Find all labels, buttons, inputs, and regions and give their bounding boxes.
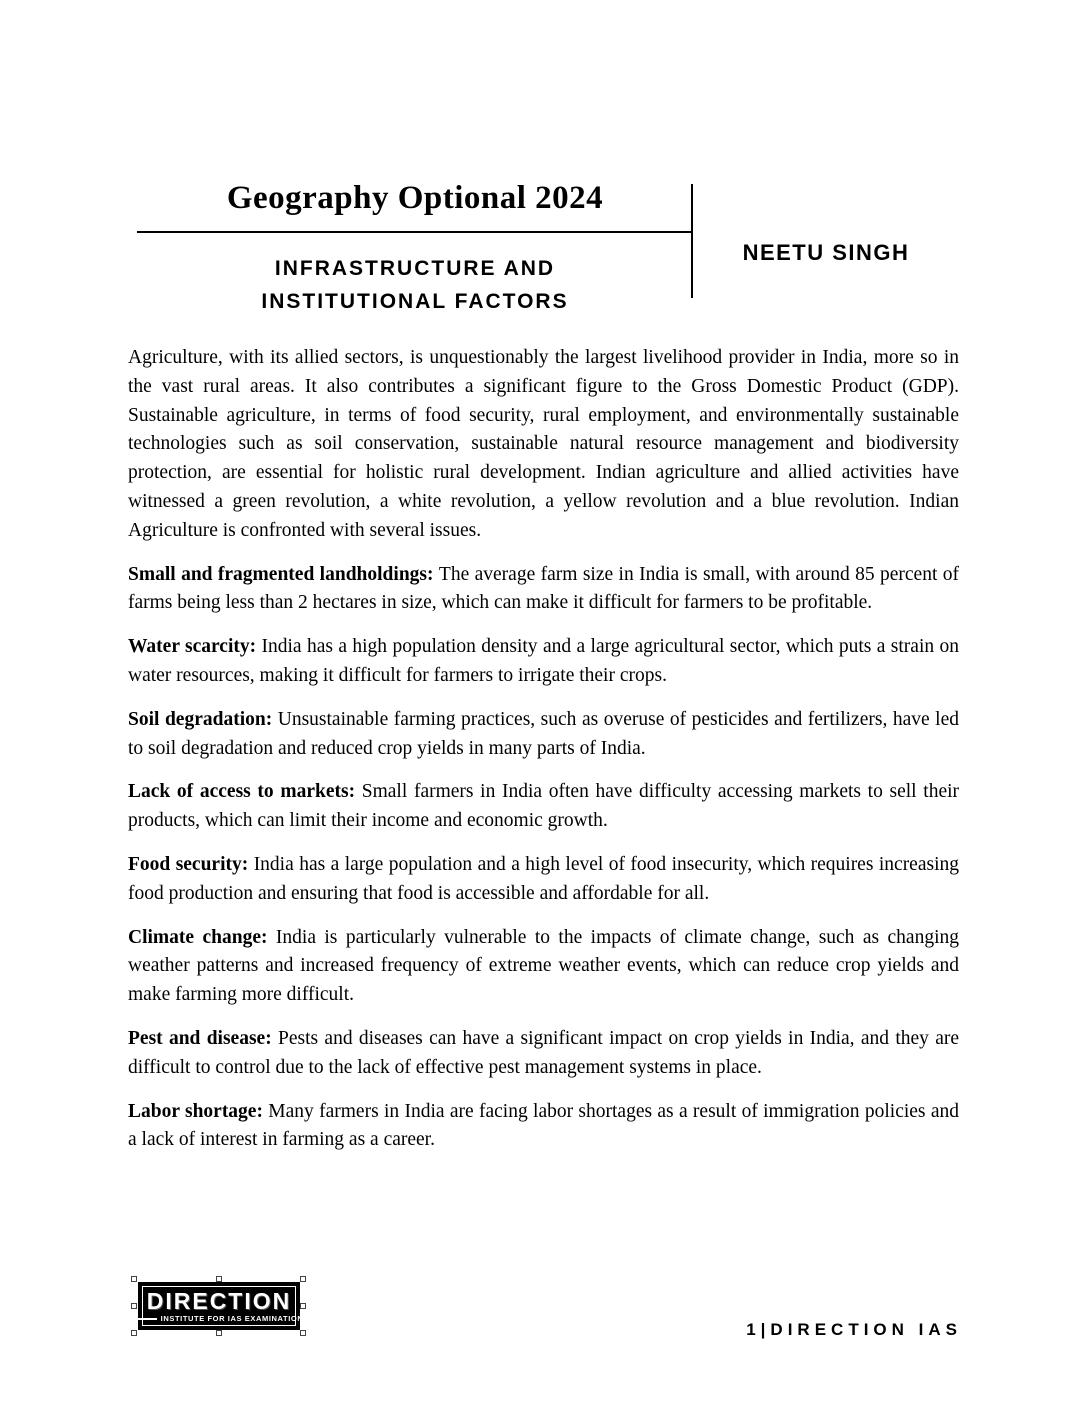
paragraph-small-landholdings [128, 561, 959, 619]
paragraph-text: Small farmers in India often have difficulty accessing markets to sell their products, which can limit their income and economic growth. [128, 781, 960, 832]
paragraph-soil-degradation [128, 706, 959, 764]
direction-logo-subtitle: INSTITUTE FOR IAS EXAMINATION [160, 1314, 304, 1323]
paragraph-intro [128, 344, 959, 546]
logo-selection-handle [300, 1303, 306, 1309]
author-name: NEETU SINGH [742, 240, 910, 265]
paragraph-text: India has a large population and a high level of food insecurity, which requires increasing food production and ensuring that food is accessible and affordable for all. [128, 853, 959, 904]
title-underline [137, 231, 693, 233]
logo-selection-handle [300, 1276, 306, 1282]
direction-logo-subrow [135, 1314, 304, 1323]
direction-logo-title: DIRECTION [146, 1288, 292, 1314]
paragraph-food-security [128, 851, 959, 909]
logo-selection-handle [216, 1330, 222, 1336]
paragraph-climate-change [128, 924, 959, 1010]
paragraph-water-scarcity [128, 633, 959, 691]
paragraph-lead: Water scarcity: [128, 636, 257, 658]
paragraph-labor-shortage [128, 1098, 959, 1156]
paragraph-lead: Pest and disease: [128, 1027, 272, 1049]
logo-selection-handle [131, 1276, 137, 1282]
paragraph-text: Pests and diseases can have a significant impact on crop yields in India, and they are difficult to control due to the lack of effective pest management systems in place. [128, 1027, 960, 1078]
paragraph-text: India has a high population density and a large agricultural sector, which puts a strain on water resources, making it difficult for farmers to irrigate their crops. [128, 636, 960, 686]
chapter-title-line2: INSTITUTIONAL FACTORS [261, 290, 569, 313]
logo-selection-handle [131, 1303, 137, 1309]
paragraph-lead: Food security: [128, 853, 249, 875]
paragraph-pest-disease [128, 1025, 959, 1083]
paragraph-lead: Climate change: [128, 926, 268, 948]
chapter-title [137, 252, 693, 318]
paragraph-text: The average farm size in India is small, with around 85 percent of farms being less than 2 hectares in size, which can make it difficult for farmers to be profitable. [128, 563, 960, 614]
paragraph-lead: Labor shortage: [128, 1100, 263, 1122]
chapter-title-line1: INFRASTRUCTURE AND [274, 257, 556, 280]
logo-selection-handle [216, 1276, 222, 1282]
direction-logo [138, 1282, 304, 1330]
paragraph-lead: Small and fragmented landholdings: [128, 563, 434, 585]
paragraph-market-access [128, 778, 959, 836]
paragraph-text: Unsustainable farming practices, such as overuse of pesticides and fertilizers, have led to soil degradation and reduced crop yields in many parts of India. [128, 708, 960, 759]
logo-selection-handle [131, 1330, 137, 1336]
paragraph-text: Agriculture, with its allied sectors, is unquestionably the largest livelihood provider in India, more so in the vast rural areas. It also contributes a significant figure to the Gross Domestic Product (GDP). Sustainable agriculture, in terms of food security, rural employment, and environmentally sustainable technologies such as soil conservation, sustainable natural resource management and biodiversity protection, are essential for holistic rural development. Indian agriculture and allied activities have witnessed a green revolution, a white revolution, a yellow revolution and a blue revolution. Indian Agriculture is confronted with several issues. [128, 347, 959, 541]
logo-dash-line [135, 1318, 157, 1320]
paragraph-text: Many farmers in India are facing labor shortages as a result of immigration policies and a lack of interest in farming as a career. [128, 1100, 960, 1151]
paragraph-lead: Lack of access to markets: [128, 781, 356, 803]
paragraph-text: India is particularly vulnerable to the impacts of climate change, such as changing weather patterns and increased frequency of extreme weather events, which can reduce crop yields and make farming more difficult. [128, 926, 959, 1006]
logo-selection-handle [300, 1330, 306, 1336]
page-title: Geography Optional 2024 [226, 180, 604, 216]
body-text [128, 344, 959, 1170]
page-number-footer: 1|DIRECTION IAS [746, 1320, 962, 1339]
paragraph-lead: Soil degradation: [128, 708, 273, 730]
